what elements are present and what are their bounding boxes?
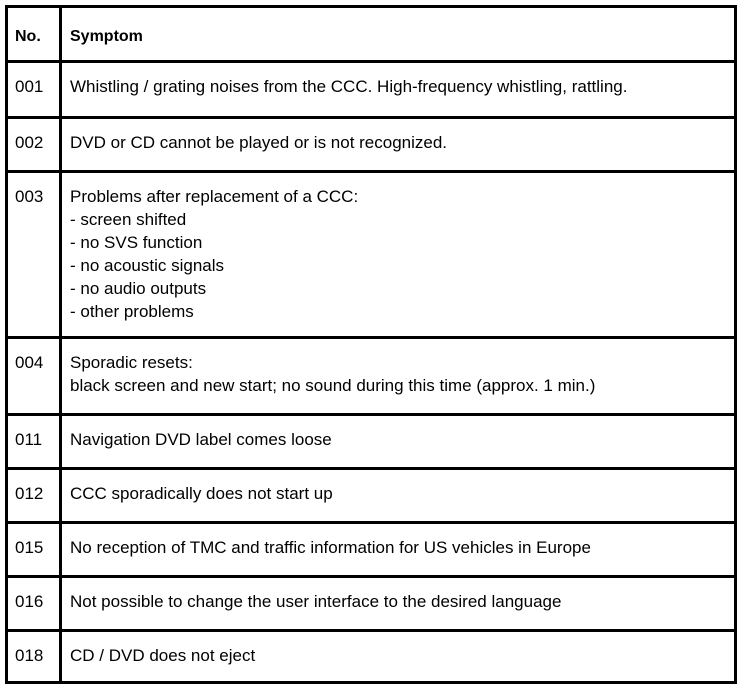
table-row xyxy=(8,575,734,629)
row-number: 011 xyxy=(8,416,62,467)
symptom-line: Sporadic resets: xyxy=(70,353,193,372)
header-no: No. xyxy=(8,8,62,60)
row-symptom xyxy=(62,416,734,467)
symptom-line: DVD or CD cannot be played or is not recognized. xyxy=(70,133,448,152)
row-symptom xyxy=(62,578,734,629)
row-number: 012 xyxy=(8,470,62,521)
symptom-line: No reception of TMC and traffic information for US vehicles in Europe xyxy=(70,538,591,557)
symptom-line: Problems after replacement of a CCC: xyxy=(70,187,359,206)
symptom-line: Navigation DVD label comes loose xyxy=(70,430,332,449)
table-row xyxy=(8,467,734,521)
row-symptom xyxy=(62,632,734,681)
row-symptom xyxy=(62,524,734,575)
row-symptom xyxy=(62,470,734,521)
symptom-line: CCC sporadically does not start up xyxy=(70,484,333,503)
row-symptom xyxy=(62,63,734,116)
table-row xyxy=(8,60,734,116)
symptom-line: - no acoustic signals xyxy=(70,256,225,275)
row-symptom xyxy=(62,339,734,413)
row-number: 001 xyxy=(8,63,62,116)
symptom-line: Not possible to change the user interface to the desired language xyxy=(70,592,562,611)
symptom-line: Whistling / grating noises from the CCC. High-frequency whistling, rattling. xyxy=(70,77,628,96)
header-symptom: Symptom xyxy=(70,28,143,45)
row-number: 015 xyxy=(8,524,62,575)
table-row xyxy=(8,336,734,413)
symptom-line: - screen shifted xyxy=(70,210,187,229)
row-number: 003 xyxy=(8,173,62,336)
symptom-line: - other problems xyxy=(70,302,194,321)
row-number: 018 xyxy=(8,632,62,681)
symptom-line: - no audio outputs xyxy=(70,279,207,298)
symptom-line: black screen and new start; no sound during this time (approx. 1 min.) xyxy=(70,376,596,395)
table-row xyxy=(8,521,734,575)
table-row xyxy=(8,413,734,467)
row-symptom xyxy=(62,119,734,170)
row-number: 016 xyxy=(8,578,62,629)
symptom-table xyxy=(5,5,737,684)
symptom-line: CD / DVD does not eject xyxy=(70,646,256,665)
table-row xyxy=(8,629,734,681)
row-number: 004 xyxy=(8,339,62,413)
row-number: 002 xyxy=(8,119,62,170)
symptom-line: - no SVS function xyxy=(70,233,203,252)
table-row xyxy=(8,116,734,170)
row-symptom xyxy=(62,173,734,336)
table-row xyxy=(8,170,734,336)
table-header-row xyxy=(8,8,734,60)
